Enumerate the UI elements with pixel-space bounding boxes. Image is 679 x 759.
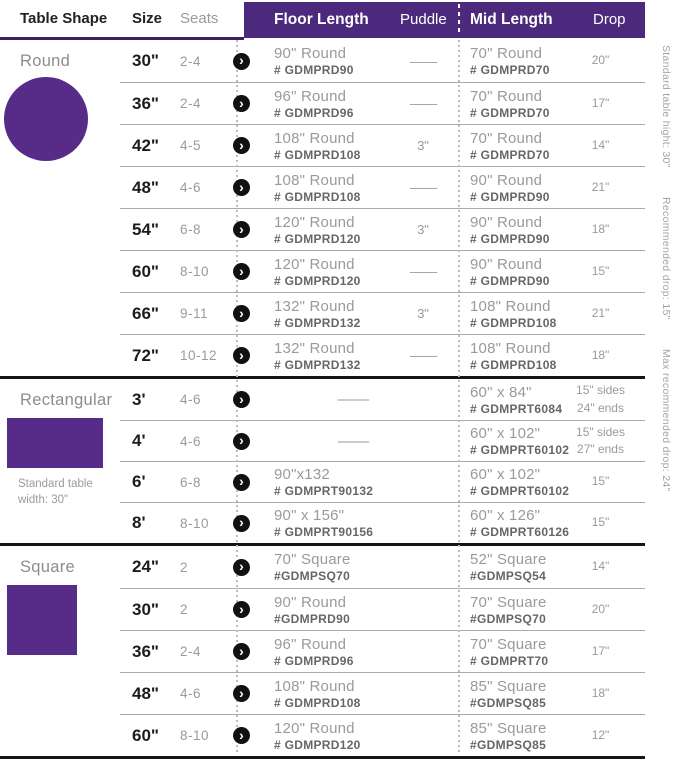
arrow-cell [224,179,258,196]
drop-value: 15" sides [576,424,625,439]
chevron-right-icon [233,685,250,702]
floor-length-value: 120" Round [274,213,355,231]
arrow-cell [224,727,258,744]
row-rect-4ft [120,420,645,461]
floor-length-sku: # GDMPRD108 [274,695,361,710]
mid-length-value: 70" Round [470,87,543,105]
chevron-right-icon [233,53,250,70]
drop-value: 14" [591,559,610,574]
drop-value: 15" [591,515,610,530]
puddle-cell [398,686,448,701]
mid-length-sku: # GDMPRD108 [470,357,557,372]
header-underline [0,37,244,40]
round-table-icon [4,77,88,161]
mid-length-cell [448,340,556,372]
drop-value-2: 27" ends [577,442,624,456]
drop-cell [556,473,645,490]
mid-length-sku: # GDMPRT60126 [470,525,570,539]
mid-length-cell [448,45,556,77]
floor-length-cell [258,45,398,77]
seats-cell: 2-4 [180,644,202,659]
note-standard-table-height: Standard table hight: 30" [660,45,672,168]
mid-length-cell [448,88,556,120]
arrow-cell [224,643,258,660]
arrow-cell [224,559,258,576]
mid-length-sku: #GDMPSQ70 [470,611,547,626]
mid-length-sku: # GDMPRD70 [470,63,550,77]
drop-value: 21" [591,179,610,194]
mid-length-cell [448,720,556,752]
mid-length-value: 70" Square [470,635,547,653]
floor-length-value: 120" Round [274,719,355,737]
size-cell: 30" [132,599,159,619]
drop-value: 15" [591,263,610,278]
seats-cell: 6-8 [180,474,202,490]
floor-length-value: — [337,391,369,408]
arrow-cell [224,95,258,112]
section-label-round: Round [20,52,71,70]
seats-cell: 6-8 [180,222,202,237]
puddle-cell [398,264,448,279]
row-rect-3ft [120,379,645,420]
puddle-value: — [409,264,437,279]
floor-length-value: 108" Round [274,171,355,189]
drop-value: 14" [591,137,610,152]
mid-length-sku: # GDMPRT60102 [470,443,570,457]
floor-length-cell [258,678,398,710]
mid-length-cell [448,214,556,246]
floor-length-sku: #GDMPSQ70 [274,569,351,583]
floor-length-value: 90" Round [274,45,347,62]
mid-length-sku: # GDMPRD90 [470,231,550,246]
mid-length-cell [448,383,563,416]
mid-length-value: 90" Round [470,255,543,273]
floor-length-sku: # GDMPRD132 [274,357,361,372]
purple-header-bar [244,2,645,38]
floor-length-value: 120" Round [274,255,355,273]
size-cell: 72" [132,345,159,365]
size-cell: 60" [132,261,159,281]
mid-length-cell [448,256,556,288]
drop-value: 15" [591,474,610,489]
floor-length-cell [258,720,398,752]
side-notes [660,45,672,491]
mid-length-sku: # GDMPRT6084 [470,401,563,416]
puddle-cell [398,96,448,111]
puddle-cell [398,348,448,363]
col-header-mid-length: Mid Length [470,11,553,28]
drop-cell [556,601,645,618]
seats-cell: 2-4 [180,96,202,111]
drop-value: 20" [591,53,610,68]
floor-length-value: 70" Square [274,551,351,568]
puddle-cell [398,516,448,531]
puddle-cell [398,728,448,743]
floor-length-cell [258,507,398,539]
puddle-cell [398,222,448,237]
arrow-cell [224,137,258,154]
mid-length-value: 108" Round [470,297,551,315]
puddle-value: — [409,96,437,111]
arrow-cell [224,474,258,491]
drop-cell [556,643,645,660]
drop-cell [556,685,645,702]
mid-length-sku: #GDMPSQ85 [470,695,547,710]
seats-cell: 4-6 [180,392,202,407]
drop-value: 12" [591,727,610,742]
floor-length-cell [258,466,398,498]
section-square [0,543,645,756]
drop-cell [556,95,645,112]
mid-length-sku: # GDMPRT60102 [470,484,570,498]
drop-cell [556,382,645,417]
row-round-60 [120,250,645,292]
section-label-rectangular: Rectangular [20,391,113,409]
row-round-72 [120,334,645,376]
floor-length-value: 96" Round [274,87,347,105]
floor-length-cell [258,594,398,626]
drop-cell [556,52,645,69]
mid-length-cell [448,678,556,710]
drop-cell [556,305,645,322]
arrow-cell [224,433,258,450]
row-round-66 [120,292,645,334]
puddle-cell [398,602,448,617]
size-cell: 48" [132,177,159,197]
floor-length-cell [258,88,398,120]
chevron-right-icon [233,263,250,280]
header-dashed-divider [458,4,460,36]
drop-value: 18" [591,221,610,236]
size-cell: 66" [132,303,159,323]
floor-length-sku: # GDMPRD120 [274,273,361,288]
row-square-24 [120,546,645,588]
chevron-right-icon [233,559,250,576]
arrow-cell [224,53,258,70]
arrow-cell [224,685,258,702]
puddle-value: 3" [417,222,429,237]
rectangular-shape-cell [0,379,120,543]
floor-length-value: 108" Round [274,129,355,147]
mid-length-sku: # GDMPRD90 [470,273,550,288]
puddle-value: 3" [417,138,429,153]
size-cell: 6' [132,472,146,491]
mid-length-cell [448,466,570,498]
chevron-right-icon [233,95,250,112]
drop-cell [556,558,645,575]
floor-length-sku: # GDMPRD108 [274,147,361,162]
seats-cell: 2-4 [180,53,202,69]
col-header-table-shape: Table Shape [20,10,108,27]
arrow-cell [224,601,258,618]
mid-length-value: 70" Round [470,45,543,62]
drop-cell [556,263,645,280]
puddle-value: — [409,53,437,69]
mid-length-sku: #GDMPSQ85 [470,737,547,752]
size-cell: 60" [132,725,159,745]
floor-length-sku: # GDMPRD90 [274,63,354,77]
note-recommended-drop: Recommended drop: 15" [660,196,672,320]
mid-length-cell [448,425,570,457]
chevron-right-icon [233,433,250,450]
size-cell: 8' [132,513,146,532]
mid-length-sku: # GDMPRD108 [470,315,557,330]
row-round-54 [120,208,645,250]
drop-cell [556,347,645,364]
section-round [0,40,645,376]
mid-length-value: 108" Round [470,339,551,357]
floor-length-sku: # GDMPRD120 [274,737,361,752]
chevron-right-icon [233,515,250,532]
mid-length-value: 85" Square [470,677,547,695]
seats-cell: 8-10 [180,264,210,279]
drop-value: 15" sides [576,383,625,398]
drop-value: 18" [591,685,610,700]
chevron-right-icon [233,391,250,408]
mid-length-cell [448,130,556,162]
square-table-icon [7,585,77,655]
floor-length-cell [258,636,398,668]
col-header-size: Size [132,10,163,27]
rectangular-table-icon [7,418,103,468]
floor-length-value: 132" Round [274,339,355,357]
mid-length-value: 60" x 102" [470,466,541,483]
section-label-square: Square [20,558,76,576]
floor-length-sku: # GDMPRD120 [274,231,361,246]
chevron-right-icon [233,727,250,744]
mid-length-value: 60" x 102" [470,425,541,442]
drop-value: 21" [591,305,610,320]
round-shape-cell [0,40,120,376]
size-cell: 48" [132,683,159,703]
drop-cell [556,514,645,531]
seats-cell: 4-6 [180,433,202,449]
arrow-cell [224,515,258,532]
dotted-guide-line-right [458,40,460,755]
seats-cell: 2 [180,559,189,575]
row-rect-6ft [120,461,645,502]
seats-cell: 8-10 [180,515,210,531]
mid-length-value: 60" x 84" [470,383,532,401]
chevron-right-icon [233,179,250,196]
drop-value: 18" [591,347,610,362]
mid-length-cell [448,551,556,583]
floor-length-sku: # GDMPRD132 [274,315,361,330]
mid-length-value: 70" Round [470,129,543,147]
seats-cell: 9-11 [180,306,209,321]
seats-cell: 10-12 [180,348,218,363]
row-round-42 [120,124,645,166]
floor-length-sku: # GDMPRD96 [274,653,354,668]
mid-length-value: 90" Round [470,213,543,231]
chevron-right-icon [233,137,250,154]
chart-header [0,0,645,40]
floor-length-value: 90" x 156" [274,507,345,524]
drop-cell [556,727,645,744]
puddle-value: — [409,180,437,195]
floor-length-cell [258,256,398,288]
chevron-right-icon [233,347,250,364]
arrow-cell [224,391,258,408]
chevron-right-icon [233,221,250,238]
floor-length-value: 90" Round [274,593,347,611]
floor-length-cell [258,433,448,450]
size-cell: 3' [132,389,146,409]
floor-length-cell [258,551,398,583]
col-header-puddle: Puddle [400,11,447,28]
arrow-cell [224,263,258,280]
mid-length-sku: # GDMPRD70 [470,105,550,120]
col-header-seats: Seats [180,10,219,27]
floor-length-value: — [337,432,369,450]
size-cell: 54" [132,219,159,239]
mid-length-value: 60" x 126" [470,507,541,524]
puddle-cell [398,180,448,195]
floor-length-cell [258,172,398,204]
arrow-cell [224,347,258,364]
size-cell: 24" [132,557,159,576]
seats-cell: 8-10 [180,728,210,743]
row-round-36 [120,82,645,124]
drop-cell [556,179,645,196]
puddle-cell [398,560,448,575]
drop-cell [556,137,645,154]
floor-length-sku: #GDMPRD90 [274,611,351,626]
size-cell: 4' [132,431,146,450]
size-cell: 36" [132,641,159,661]
row-square-48 [120,672,645,714]
seats-cell: 4-6 [180,686,202,701]
mid-length-cell [448,172,556,204]
section-rectangular [0,376,645,543]
square-shape-cell [0,546,120,756]
drop-value: 17" [591,95,610,110]
mid-length-sku: #GDMPSQ54 [470,569,547,583]
mid-length-sku: # GDMPRT70 [470,653,549,668]
floor-length-value: 96" Round [274,635,347,653]
mid-length-sku: # GDMPRD70 [470,147,550,162]
drop-cell [556,424,645,459]
floor-length-value: 108" Round [274,677,355,695]
size-cell: 36" [132,93,159,113]
col-header-floor-length: Floor Length [274,11,369,28]
floor-length-value: 90"x132 [274,466,330,483]
mid-length-value: 90" Round [470,171,543,189]
mid-length-cell [448,507,570,539]
mid-length-cell [448,636,556,668]
floor-length-cell [258,391,448,408]
seats-cell: 4-6 [180,180,202,195]
size-cell: 42" [132,135,159,155]
row-square-36 [120,630,645,672]
size-cell: 30" [132,51,159,70]
floor-length-cell [258,298,398,330]
puddle-cell [398,54,448,69]
floor-length-sku: # GDMPRT90156 [274,525,374,539]
chevron-right-icon [233,305,250,322]
arrow-cell [224,305,258,322]
floor-length-sku: # GDMPRT90132 [274,484,374,498]
chevron-right-icon [233,601,250,618]
chevron-right-icon [233,643,250,660]
row-square-60 [120,714,645,756]
puddle-value: — [409,348,437,363]
floor-length-sku: # GDMPRD108 [274,189,361,204]
mid-length-value: 52" Square [470,551,547,568]
puddle-cell [398,475,448,490]
row-round-30 [120,40,645,82]
mid-length-cell [448,298,556,330]
col-header-drop: Drop [593,11,626,28]
drop-value: 20" [591,601,610,616]
seats-cell: 2 [180,602,189,617]
rectangular-width-note: Standard table width: 30" [18,478,93,506]
floor-length-value: 132" Round [274,297,355,315]
floor-length-cell [258,214,398,246]
row-round-48 [120,166,645,208]
floor-length-cell [258,340,398,372]
puddle-value: 3" [417,306,429,321]
drop-value: 17" [591,643,610,658]
note-max-recommended-drop: Max recommended drop: 24" [660,348,672,492]
mid-length-cell [448,594,556,626]
puddle-cell [398,644,448,659]
puddle-cell [398,306,448,321]
mid-length-value: 70" Square [470,593,547,611]
floor-length-sku: # GDMPRD96 [274,105,354,120]
seats-cell: 4-5 [180,138,202,153]
puddle-cell [398,138,448,153]
row-square-30 [120,588,645,630]
chevron-right-icon [233,474,250,491]
drop-cell [556,221,645,238]
row-rect-8ft [120,502,645,543]
arrow-cell [224,221,258,238]
floor-length-cell [258,130,398,162]
drop-value-2: 24" ends [577,400,624,415]
mid-length-sku: # GDMPRD90 [470,189,550,204]
mid-length-value: 85" Square [470,719,547,737]
